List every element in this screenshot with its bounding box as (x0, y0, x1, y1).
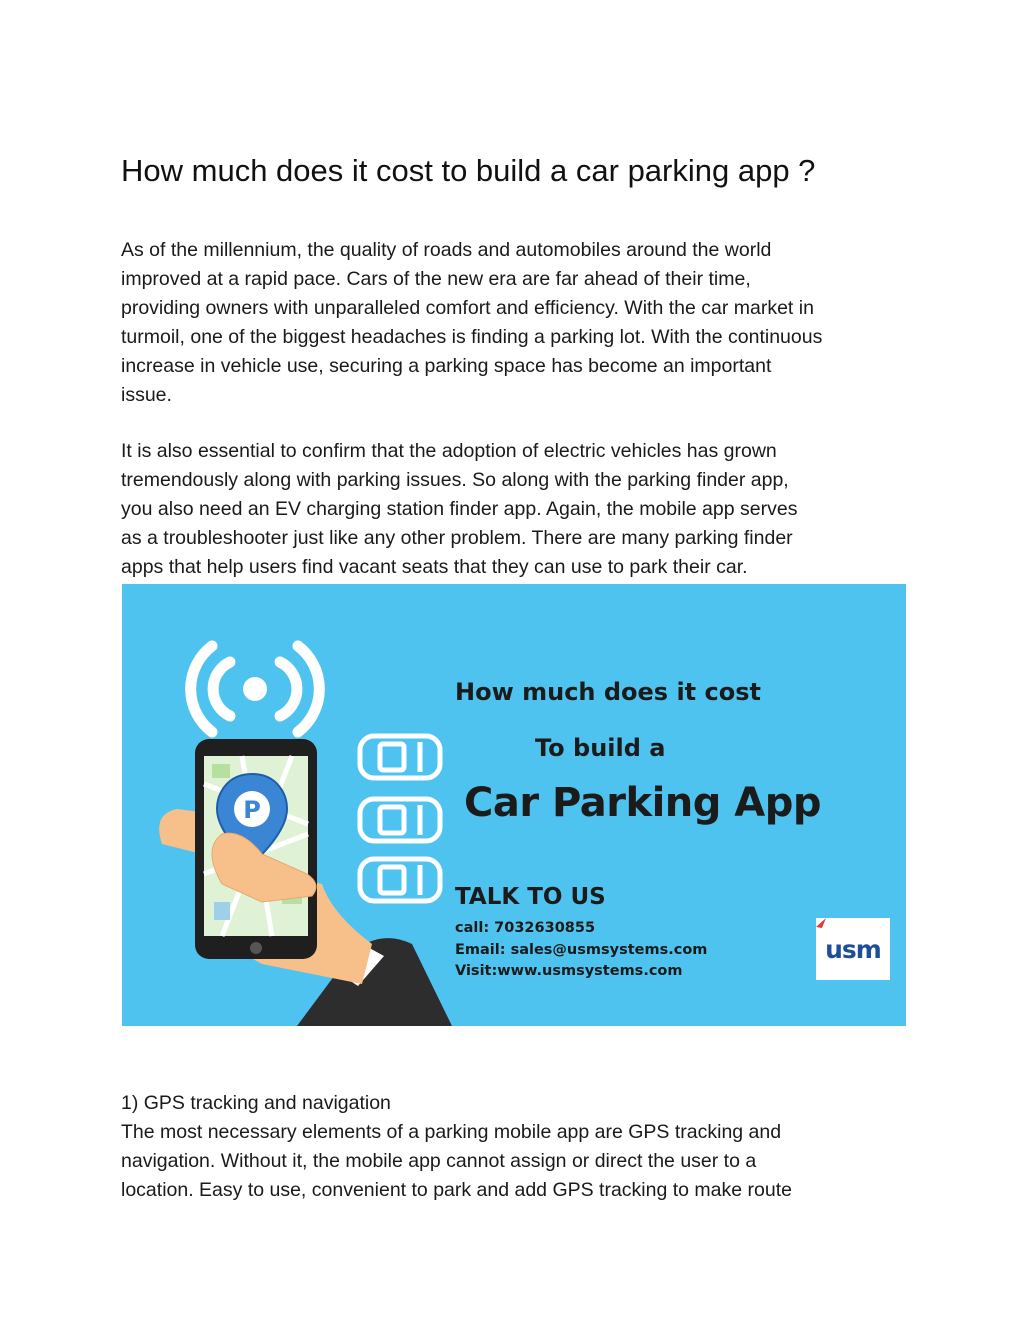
car-icon (360, 799, 440, 841)
logo-mark-icon (816, 918, 826, 928)
page-title: How much does it cost to build a car parking app ? (121, 153, 816, 188)
promo-banner (122, 584, 906, 1026)
signal-dot-icon (243, 677, 267, 701)
banner-headline-1: How much does it cost (455, 678, 761, 706)
text-line: you also need an EV charging station finder app. Again, the mobile app serves (121, 498, 798, 520)
usm-logo (816, 918, 890, 980)
car-icon (360, 736, 440, 778)
text-line: location. Easy to use, convenient to park and add GPS tracking to make route (121, 1179, 792, 1201)
banner-headline-2: To build a (535, 734, 666, 762)
intro-paragraph (121, 236, 921, 410)
talk-to-us: TALK TO US (455, 884, 606, 910)
car-icon (360, 859, 440, 901)
text-line: The most necessary elements of a parking mobile app are GPS tracking and (121, 1121, 782, 1143)
text-line: navigation. Without it, the mobile app cannot assign or direct the user to a (121, 1150, 757, 1172)
contact-email: Email: sales@usmsystems.com (455, 942, 708, 958)
section-heading: 1) GPS tracking and navigation (121, 1092, 391, 1114)
text-line: It is also essential to confirm that the adoption of electric vehicles has grown (121, 440, 777, 462)
text-line: As of the millennium, the quality of roads and automobiles around the world (121, 239, 772, 261)
contact-call: call: 7032630855 (455, 920, 596, 936)
text-line: improved at a rapid pace. Cars of the new era are far ahead of their time, (121, 268, 751, 290)
text-line: increase in vehicle use, securing a parking space has become an important (121, 355, 772, 377)
text-line: apps that help users find vacant seats that they can use to park their car. (121, 556, 748, 578)
text-line: as a troubleshooter just like any other problem. There are many parking finder (121, 527, 793, 549)
banner-headline-3: Car Parking App (464, 780, 822, 826)
text-line: turmoil, one of the biggest headaches is finding a parking lot. With the continuous (121, 326, 823, 348)
logo-text: usm (825, 934, 881, 964)
section-gps (121, 1089, 921, 1205)
second-paragraph (121, 437, 921, 582)
text-line: providing owners with unparalleled comfort and efficiency. With the car market in (121, 297, 814, 319)
pin-letter: P (243, 796, 261, 824)
text-line: tremendously along with parking issues. So along with the parking finder app, (121, 469, 789, 491)
contact-website: Visit:www.usmsystems.com (455, 963, 683, 979)
text-line: issue. (121, 384, 172, 406)
